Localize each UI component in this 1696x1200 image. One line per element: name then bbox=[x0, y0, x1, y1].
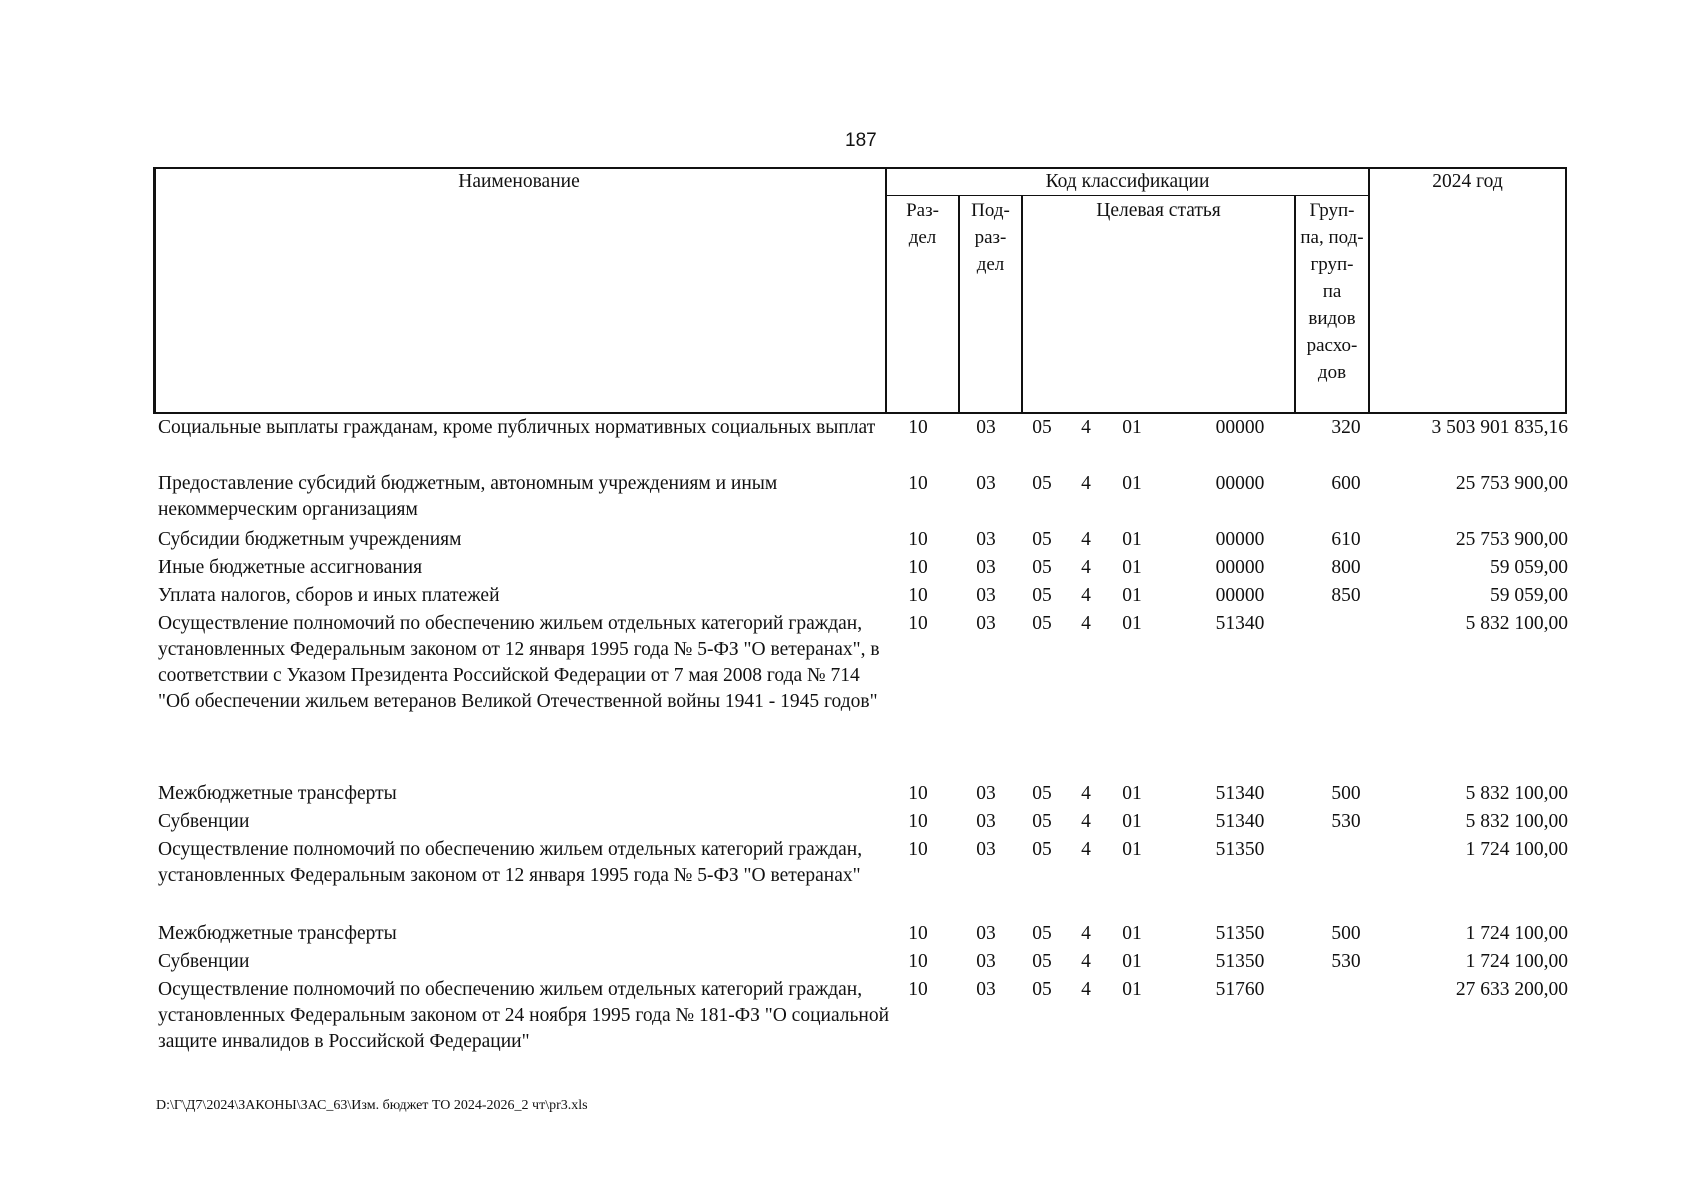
row-razdel: 10 bbox=[908, 585, 928, 606]
row-target-1: 05 bbox=[1032, 839, 1052, 860]
row-podrazdel: 03 bbox=[976, 979, 996, 1000]
row-target-4: 51340 bbox=[1215, 783, 1265, 804]
header-podrazdel: Под- раз- дел bbox=[971, 200, 1010, 275]
row-amount: 1 724 100,00 bbox=[1465, 951, 1568, 972]
row-podrazdel: 03 bbox=[976, 839, 996, 860]
row-target-1: 05 bbox=[1032, 585, 1052, 606]
table-row bbox=[158, 781, 1568, 809]
table-header bbox=[153, 167, 1567, 414]
row-group: 530 bbox=[1331, 811, 1361, 832]
row-target-1: 05 bbox=[1032, 473, 1052, 494]
row-name: Осуществление полномочий по обеспечению жильем отдельных категорий граждан, установленных Федеральным законом от 24 ноября 1995 года № 181-ФЗ "О социальной защите инвалидов в Российской Федерации" bbox=[158, 979, 890, 1052]
row-amount: 3 503 901 835,16 bbox=[1431, 417, 1568, 438]
header-target-article: Целевая статья bbox=[1096, 200, 1221, 221]
row-target-4: 51350 bbox=[1215, 923, 1265, 944]
row-target-4: 51350 bbox=[1215, 951, 1265, 972]
row-target-1: 05 bbox=[1032, 417, 1052, 438]
row-target-2: 4 bbox=[1081, 417, 1091, 438]
row-amount: 1 724 100,00 bbox=[1465, 923, 1568, 944]
table-row bbox=[158, 555, 1568, 583]
row-amount: 25 753 900,00 bbox=[1455, 473, 1568, 494]
row-target-1: 05 bbox=[1032, 557, 1052, 578]
row-podrazdel: 03 bbox=[976, 613, 996, 634]
row-target-1: 05 bbox=[1032, 951, 1052, 972]
row-target-1: 05 bbox=[1032, 529, 1052, 550]
row-amount: 25 753 900,00 bbox=[1455, 529, 1568, 550]
row-name: Осуществление полномочий по обеспечению жильем отдельных категорий граждан, установленных Федеральным законом от 12 января 1995 года № 5-ФЗ "О ветеранах" bbox=[158, 839, 863, 886]
row-amount: 59 059,00 bbox=[1490, 557, 1568, 578]
row-razdel: 10 bbox=[908, 923, 928, 944]
row-name: Межбюджетные трансферты bbox=[158, 783, 397, 804]
row-target-4: 51340 bbox=[1215, 811, 1265, 832]
row-name: Осуществление полномочий по обеспечению жильем отдельных категорий граждан, установленных Федеральным законом от 12 января 1995 года № 5-ФЗ "О ветеранах", в соответствии с Указом Президента Российской Федерации от 7 мая 2008 года № 714 "Об обеспечении жильем ветеранов Великой Отечественной войны 1941 - 1945 годов" bbox=[158, 613, 880, 712]
row-target-4: 51350 bbox=[1215, 839, 1265, 860]
footer-file-path: D:\Г\Д7\2024\ЗАКОНЫ\ЗАС_63\Изм. бюджет ТО 2024-2026_2 чт\pr3.xls bbox=[156, 1098, 588, 1113]
divider-podrazdel bbox=[1021, 195, 1023, 414]
header-razdel: Раз- дел bbox=[906, 200, 939, 248]
row-group: 320 bbox=[1331, 417, 1361, 438]
row-name: Социальные выплаты гражданам, кроме публичных нормативных социальных выплат bbox=[158, 417, 876, 438]
table-row bbox=[158, 809, 1568, 837]
row-target-3: 01 bbox=[1122, 839, 1142, 860]
row-podrazdel: 03 bbox=[976, 417, 996, 438]
row-target-2: 4 bbox=[1081, 557, 1091, 578]
table-row bbox=[158, 471, 1568, 527]
row-podrazdel: 03 bbox=[976, 811, 996, 832]
row-razdel: 10 bbox=[908, 613, 928, 634]
row-razdel: 10 bbox=[908, 839, 928, 860]
row-target-2: 4 bbox=[1081, 585, 1091, 606]
table-row bbox=[158, 921, 1568, 949]
table-row bbox=[158, 611, 1568, 781]
row-target-1: 05 bbox=[1032, 613, 1052, 634]
row-amount: 27 633 200,00 bbox=[1455, 979, 1568, 1000]
row-name: Межбюджетные трансферты bbox=[158, 923, 397, 944]
row-target-2: 4 bbox=[1081, 529, 1091, 550]
row-target-4: 00000 bbox=[1215, 473, 1265, 494]
row-amount: 5 832 100,00 bbox=[1465, 613, 1568, 634]
row-name: Субвенции bbox=[158, 951, 250, 972]
divider-code-year bbox=[1368, 167, 1370, 414]
row-target-3: 01 bbox=[1122, 585, 1142, 606]
row-group: 610 bbox=[1331, 529, 1361, 550]
row-target-2: 4 bbox=[1081, 811, 1091, 832]
row-target-2: 4 bbox=[1081, 839, 1091, 860]
row-target-4: 00000 bbox=[1215, 417, 1265, 438]
row-target-2: 4 bbox=[1081, 951, 1091, 972]
row-target-3: 01 bbox=[1122, 783, 1142, 804]
row-amount: 5 832 100,00 bbox=[1465, 783, 1568, 804]
row-group: 530 bbox=[1331, 951, 1361, 972]
table-row bbox=[158, 949, 1568, 977]
row-podrazdel: 03 bbox=[976, 923, 996, 944]
row-target-3: 01 bbox=[1122, 951, 1142, 972]
header-group: Груп- па, под- груп- па видов расхо- дов bbox=[1300, 200, 1364, 383]
row-razdel: 10 bbox=[908, 811, 928, 832]
header-classification-code: Код классификации bbox=[1045, 171, 1210, 192]
row-group: 500 bbox=[1331, 923, 1361, 944]
row-name: Иные бюджетные ассигнования bbox=[158, 557, 423, 578]
table-row bbox=[158, 977, 1568, 1061]
row-target-3: 01 bbox=[1122, 557, 1142, 578]
row-target-3: 01 bbox=[1122, 923, 1142, 944]
row-name: Уплата налогов, сборов и иных платежей bbox=[158, 585, 500, 606]
header-year: 2024 год bbox=[1432, 171, 1503, 192]
table-row bbox=[158, 415, 1568, 471]
row-podrazdel: 03 bbox=[976, 473, 996, 494]
row-group: 800 bbox=[1331, 557, 1361, 578]
row-target-4: 51760 bbox=[1215, 979, 1265, 1000]
row-target-2: 4 bbox=[1081, 783, 1091, 804]
row-group: 850 bbox=[1331, 585, 1361, 606]
row-amount: 5 832 100,00 bbox=[1465, 811, 1568, 832]
table-row bbox=[158, 583, 1568, 611]
row-target-3: 01 bbox=[1122, 473, 1142, 494]
row-razdel: 10 bbox=[908, 557, 928, 578]
row-target-3: 01 bbox=[1122, 811, 1142, 832]
row-razdel: 10 bbox=[908, 951, 928, 972]
row-target-3: 01 bbox=[1122, 613, 1142, 634]
row-target-4: 00000 bbox=[1215, 557, 1265, 578]
row-group: 500 bbox=[1331, 783, 1361, 804]
row-podrazdel: 03 bbox=[976, 557, 996, 578]
row-podrazdel: 03 bbox=[976, 529, 996, 550]
row-name: Субсидии бюджетным учреждениям bbox=[158, 529, 462, 550]
table-row bbox=[158, 837, 1568, 921]
header-name: Наименование bbox=[458, 171, 580, 192]
row-razdel: 10 bbox=[908, 417, 928, 438]
row-target-4: 00000 bbox=[1215, 529, 1265, 550]
row-target-1: 05 bbox=[1032, 811, 1052, 832]
row-group: 600 bbox=[1331, 473, 1361, 494]
row-target-1: 05 bbox=[1032, 783, 1052, 804]
row-target-3: 01 bbox=[1122, 417, 1142, 438]
header-subline bbox=[885, 195, 1370, 196]
page-number: 187 bbox=[845, 130, 877, 151]
row-razdel: 10 bbox=[908, 529, 928, 550]
row-amount: 1 724 100,00 bbox=[1465, 839, 1568, 860]
row-target-3: 01 bbox=[1122, 979, 1142, 1000]
row-target-1: 05 bbox=[1032, 979, 1052, 1000]
row-name: Субвенции bbox=[158, 811, 250, 832]
row-amount: 59 059,00 bbox=[1490, 585, 1568, 606]
row-podrazdel: 03 bbox=[976, 783, 996, 804]
row-target-2: 4 bbox=[1081, 473, 1091, 494]
row-podrazdel: 03 bbox=[976, 951, 996, 972]
row-target-2: 4 bbox=[1081, 613, 1091, 634]
row-target-1: 05 bbox=[1032, 923, 1052, 944]
row-target-4: 51340 bbox=[1215, 613, 1265, 634]
table-row bbox=[158, 527, 1568, 555]
row-target-2: 4 bbox=[1081, 923, 1091, 944]
row-target-2: 4 bbox=[1081, 979, 1091, 1000]
row-razdel: 10 bbox=[908, 979, 928, 1000]
row-target-3: 01 bbox=[1122, 529, 1142, 550]
row-podrazdel: 03 bbox=[976, 585, 996, 606]
row-name: Предоставление субсидий бюджетным, автономным учреждениям и иным некоммерческим организациям bbox=[158, 473, 778, 520]
row-target-4: 00000 bbox=[1215, 585, 1265, 606]
row-razdel: 10 bbox=[908, 783, 928, 804]
table-body bbox=[158, 415, 1568, 1061]
row-razdel: 10 bbox=[908, 473, 928, 494]
